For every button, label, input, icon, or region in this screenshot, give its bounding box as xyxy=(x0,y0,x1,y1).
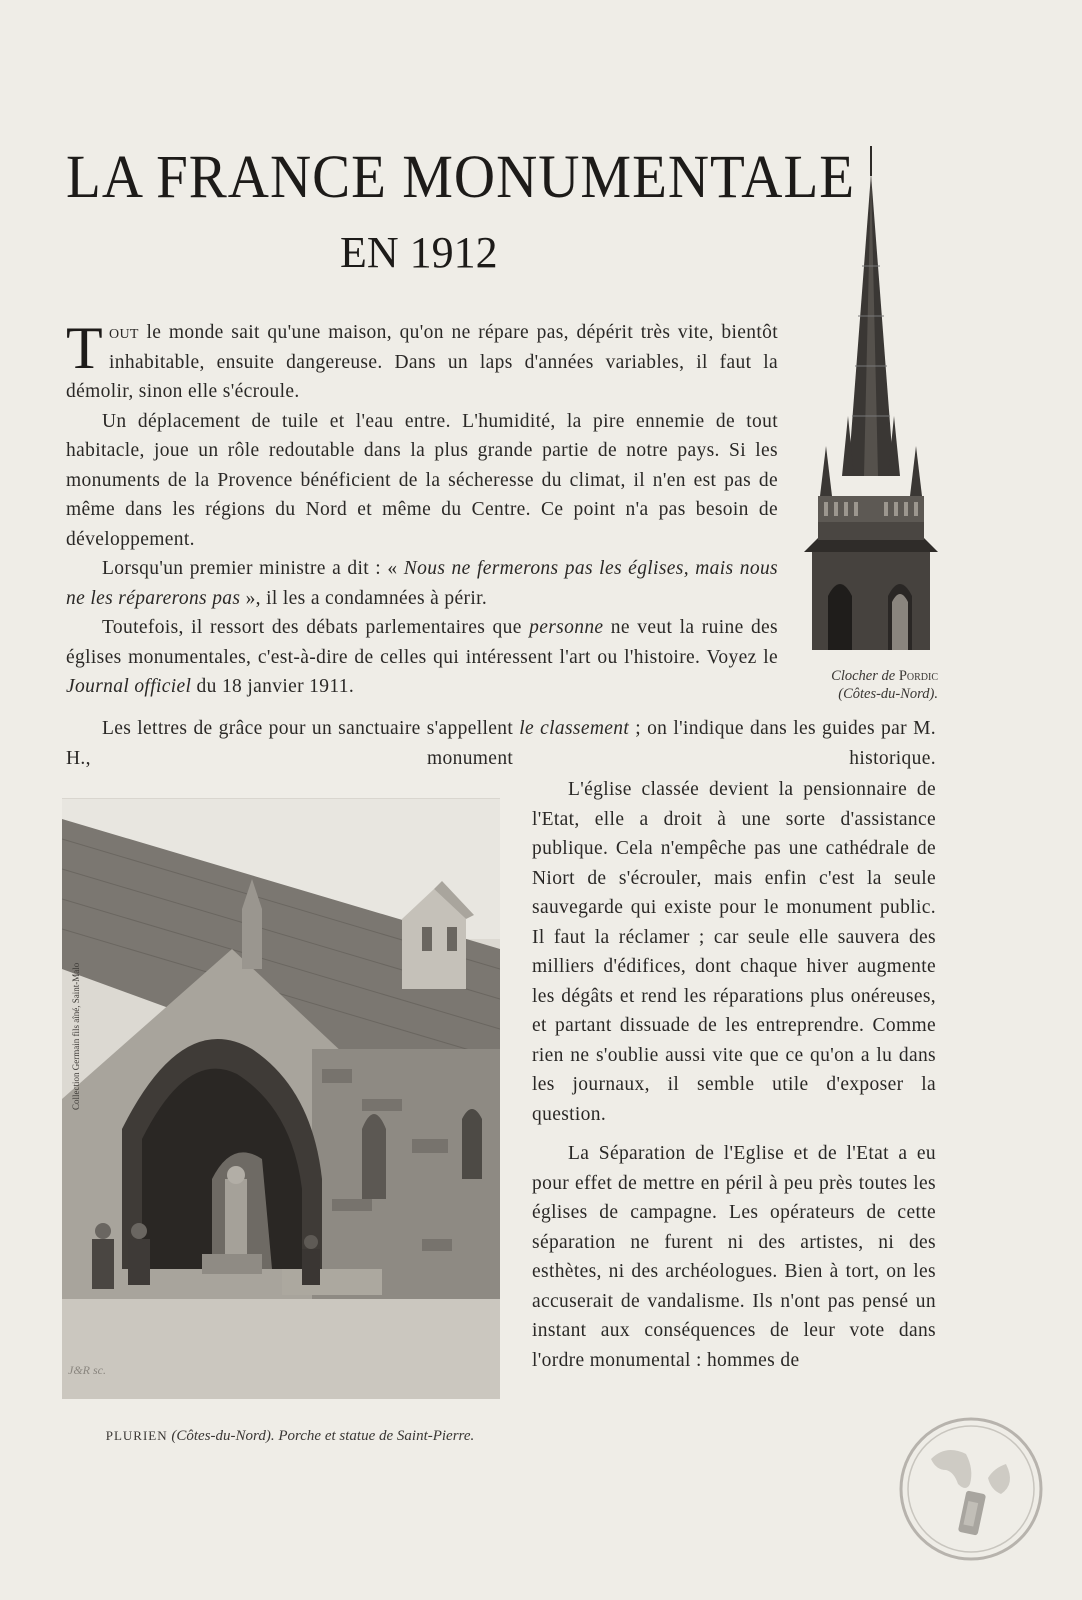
paragraph-1: Tout le monde sait qu'une maison, qu'on ne répare pas, dépérit très vite, bientôt inhabitable, ensuite dangereuse. Dans un laps d'années variables, il faut la démolir, sinon elle s'écroule. xyxy=(66,315,778,402)
article-column-top xyxy=(66,315,778,702)
paragraph-2: Un déplacement de tuile et l'eau entre. L'humidité, la pire ennemie de tout habitacle, joue un rôle redoutable dans la plus grande partie de notre pays. Si les monuments de la Provence bénéficient de la sécheresse du climat, il n'en est pas de même dans les régions du Nord et même du Centre. Ce point n'a pas besoin de développement. xyxy=(66,410,778,550)
bell-tower-illustration xyxy=(804,146,938,650)
paragraph-4: Toutefois, il ressort des débats parlementaires que personne ne veut la ruine des églises monumentales, c'est-à-dire de celles qui intéressent l'art ou l'histoire. Voyez le Journal officiel du 18 janvier 1911. xyxy=(66,617,778,697)
bell-tower-caption: Clocher de Pordic (Côtes-du-Nord). xyxy=(831,668,938,702)
page-title: LA FRANCE MONUMENTALE xyxy=(66,143,856,212)
church-porch-photo xyxy=(62,798,500,1399)
paragraph-7: La Séparation de l'Eglise et de l'Etat a eu pour effet de mettre en péril à peu près toutes les églises de campagne. Les opérateurs de cette séparation ne furent ni des artistes, ni des esthètes, ni des archéologues. Bien à tort, on les accuserait de vandalisme. Ils n'ont pas pensé un instant aux conséquences de leur vote dans l'ordre monumental : hommes de xyxy=(532,1143,936,1371)
photo-credit: Collection Germain fils aîné, Saint-Malo xyxy=(71,962,81,1110)
page-subtitle: EN 1912 xyxy=(340,228,498,277)
photo-engraver-mark: J&R sc. xyxy=(68,1363,106,1377)
article-column-right xyxy=(532,775,936,1375)
library-stamp-logo xyxy=(896,1414,1046,1564)
drop-cap: T xyxy=(66,315,104,381)
paragraph-3: Lorsqu'un premier ministre a dit : « Nous ne fermerons pas les églises, mais nous ne les réparerons pas », il les a condamnées à périr. xyxy=(66,558,778,609)
paragraph-5: Les lettres de grâce pour un sanctuaire s'appellent le classement ; on l'indique dans les guides par M. H., monument historique. xyxy=(66,718,936,769)
church-porch-caption: PLURIEN (Côtes-du-Nord). Porche et statue de Saint-Pierre. xyxy=(105,1428,475,1444)
article-column-wide xyxy=(66,714,936,773)
paragraph-6: L'église classée devient la pensionnaire de l'Etat, elle a droit à une sorte d'assistance publique. Cela n'empêche pas une cathédrale de Niort de s'écrouler, mais enfin c'est la seule sauvegarde qui existe pour le monument public. Il faut la réclamer ; car seule elle sauvera des milliers d'édifices, dont chaque hiver augmente les dégâts et rend les réparations plus onéreuses, et partant dissuade de les entreprendre. Comme rien ne s'oublie aussi vite que ce qu'on a lu dans les journaux, il semble utile d'exposer la question. xyxy=(532,779,936,1125)
